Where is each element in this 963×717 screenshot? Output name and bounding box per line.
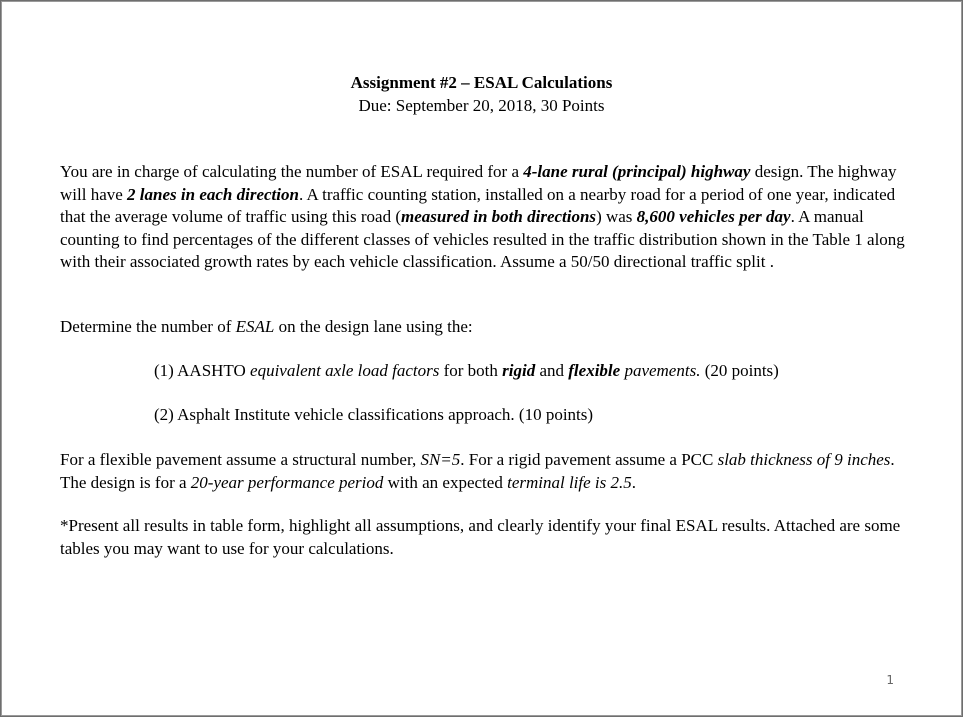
emphasis-lanes: 2 lanes in each direction — [127, 184, 299, 204]
task-intro-paragraph — [60, 316, 906, 339]
text-run: For a flexible pavement assume a structural number, — [60, 450, 421, 469]
text-run: You are in charge of calculating the number of ESAL required for a — [60, 162, 524, 181]
text-run: on the design lane using the: — [274, 317, 473, 336]
emphasis-highway-type: 4-lane rural (principal) highway — [523, 162, 751, 181]
text-run: (1) AASHTO — [154, 361, 251, 380]
text-run: with an expected — [383, 472, 508, 492]
emphasis-measured: measured in both directions — [401, 207, 597, 227]
task-item-2 — [154, 404, 914, 427]
text-run: (2) Asphalt Institute vehicle classifications approach. (10 points) — [154, 405, 594, 424]
text-run: . The design is for a — [60, 450, 895, 492]
emphasis-performance-period: 20-year performance period — [190, 472, 384, 492]
emphasis-traffic-volume: 8,600 vehicles per day — [636, 207, 791, 227]
text-run: for both — [439, 361, 503, 380]
instructions-paragraph — [60, 515, 906, 560]
assignment-title: Assignment #2 – ESAL Calculations — [350, 73, 613, 92]
page-number: 1 — [886, 673, 894, 687]
emphasis-terminal-life: terminal life is 2.5 — [507, 472, 632, 492]
problem-statement-paragraph — [60, 161, 906, 274]
text-run: ) was — [596, 207, 637, 227]
title-block — [1, 71, 962, 117]
text-run: . A traffic counting station, installed on a nearby road for a period of one year, indicated that the average volume of traffic using this road ( — [60, 184, 896, 227]
text-run: design. The highway will have — [60, 162, 897, 204]
text-run: . For a rigid pavement assume a PCC — [460, 450, 718, 469]
task-item-1 — [154, 360, 914, 383]
text-run: Determine the number of — [60, 317, 236, 336]
emphasis-pavements: pavements. — [620, 361, 701, 380]
text-run: . — [631, 472, 637, 492]
due-date: Due: September 20, 2018, 30 Points — [358, 96, 605, 115]
text-run: *Present all results in table form, highlight all assumptions, and clearly identify your final ESAL results. Attached are some tables you may want to use for your calculations. — [60, 516, 901, 558]
text-run: and — [535, 361, 569, 380]
emphasis-slab-thickness: slab thickness of 9 inches — [717, 450, 891, 469]
emphasis-sn: SN=5 — [420, 450, 461, 469]
assumptions-paragraph — [60, 449, 906, 494]
emphasis-esal: ESAL — [235, 317, 275, 336]
emphasis-rigid: rigid — [502, 361, 536, 380]
text-run: (20 points) — [700, 361, 779, 380]
emphasis-flexible: flexible — [568, 361, 621, 380]
text-run: . A manual counting to find percentages of the different classes of vehicles resulted in the traffic distribution shown in the Table 1 along with their associated growth rates by each vehicle classification. Assume a 50/50 directional traffic split . — [60, 207, 905, 272]
emphasis-load-factors: equivalent axle load factors — [250, 361, 440, 380]
